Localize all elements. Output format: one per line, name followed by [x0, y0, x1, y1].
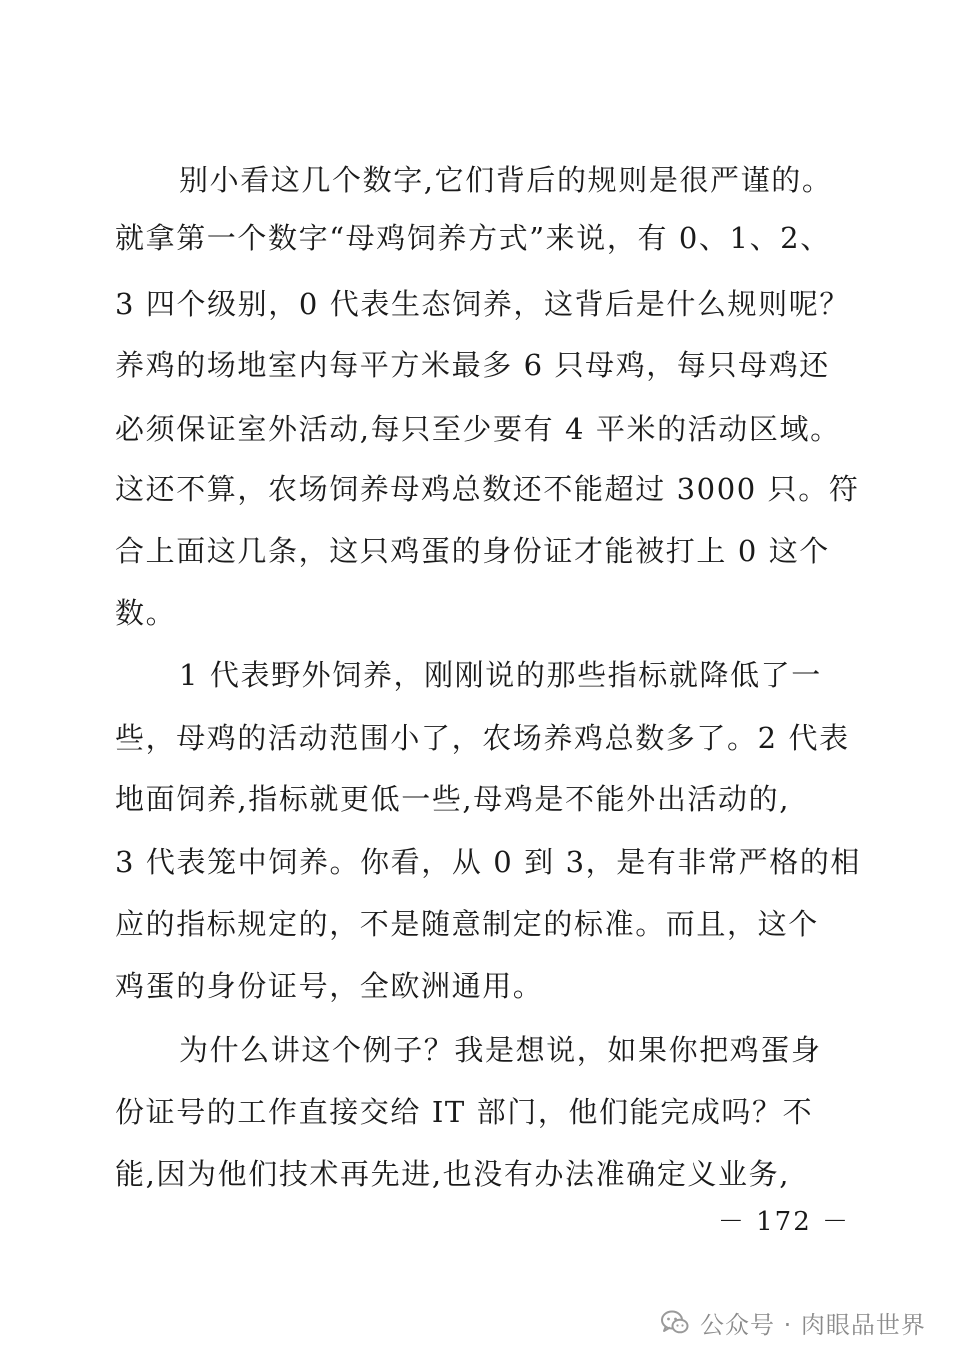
paragraph-3-line-1: 为什么讲这个例子？我是想说，如果你把鸡蛋身 [179, 1033, 822, 1067]
watermark-text: 公众号 · 肉眼品世界 [700, 1310, 926, 1339]
watermark [660, 1300, 926, 1344]
paragraph-1-line-8: 数。 [115, 596, 177, 630]
paragraph-1-line-7: 合上面这几条，这只鸡蛋的身份证才能被打上 0 这个 [115, 534, 830, 568]
paragraph-1-line-2: 就拿第一个数字“母鸡饲养方式”来说，有 0、1、2、 [115, 221, 831, 255]
paragraph-2-line-2: 些，母鸡的活动范围小了，农场养鸡总数多了。2 代表 [115, 721, 850, 755]
paragraph-3-line-2: 份证号的工作直接交给 IT 部门，他们能完成吗？不 [115, 1095, 814, 1129]
paragraph-1-line-4: 养鸡的场地室内每平方米最多 6 只母鸡，每只母鸡还 [115, 348, 830, 382]
paragraph-2-line-5: 应的指标规定的，不是随意制定的标准。而且，这个 [115, 907, 819, 941]
paragraph-2-line-3: 地面饲养,指标就更低一些,母鸡是不能外出活动的, [115, 782, 791, 816]
paragraph-2-line-6: 鸡蛋的身份证号，全欧洲通用。 [115, 969, 544, 1003]
wechat-icon [660, 1307, 690, 1337]
paragraph-2-line-1: 1 代表野外饲养，刚刚说的那些指标就降低了一 [179, 658, 822, 692]
paragraph-2-line-4: 3 代表笼中饲养。你看，从 0 到 3，是有非常严格的相 [115, 845, 862, 879]
paragraph-1-line-5: 必须保证室外活动,每只至少要有 4 平米的活动区域。 [115, 412, 841, 446]
paragraph-1-line-6: 这还不算，农场饲养母鸡总数还不能超过 3000 只。符 [115, 472, 860, 506]
paragraph-1-line-3: 3 四个级别，0 代表生态饲养，这背后是什么规则呢？ [115, 287, 850, 321]
paragraph-1-line-1: 别小看这几个数字,它们背后的规则是很严谨的。 [179, 163, 833, 197]
paragraph-3-line-3: 能,因为他们技术再先进,也没有办法准确定义业务, [115, 1157, 791, 1191]
page-number: － 172 － [717, 1207, 850, 1237]
